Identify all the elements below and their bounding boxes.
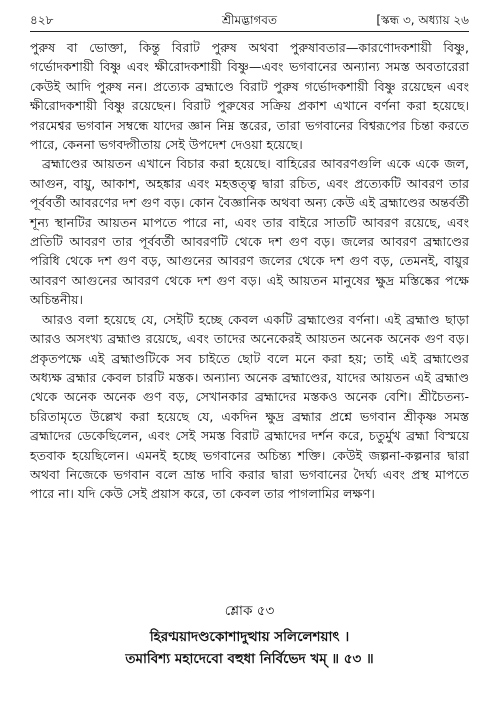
header-rule (30, 31, 469, 32)
page-header (30, 10, 469, 30)
paragraph-1: পুরুষ বা ভোক্তা, কিন্তু বিরাট পুরুষ অথবা পুরুষাবতার—কারণোদকশায়ী বিষ্ণু, গর্ভোদকশায়ী বিষ্ণু এবং ক্ষীরোদকশায়ী বিষ্ণু—এবং ভগবানের অন্যান্য সমস্ত অবতারেরা কেউই আদি পুরুষ নন। প্রত্যেক ব্রহ্মাণ্ডে বিরাট পুরুষ গর্ভোদকশায়ী বিষ্ণু রয়েছেন এবং ক্ষীরোদকশায়ী বিষ্ণু রয়েছেন। বিরাট পুরুষের সক্রিয় প্রকাশ এখানে বর্ণনা করা হয়েছে। পরমেশ্বর ভগবান সম্বন্ধে যাদের জ্ঞান নিম্ন স্তরের, তারা ভগবানের বিশ্বরূপের চিন্তা করতে পারে, কেননা ভগবদ্গীতায় সেই উপদেশ দেওয়া হয়েছে। (30, 40, 469, 153)
paragraph-2: ব্রহ্মাণ্ডের আয়তন এখানে বিচার করা হয়েছে। বাহিরের আবরণগুলি একে একে জল, আগুন, বায়ু, আকাশ, অহঙ্কার এবং মহত্তত্ত্ব দ্বারা রচিত, এবং প্রত্যেকটি আবরণ তার পূর্ববর্তী আবরণের দশ গুণ বড়। কোন বৈজ্ঞানিক অথবা অন্য কেউ এই ব্রহ্মাণ্ডের অন্তর্বর্তী শূন্য স্থানটির আয়তন মাপতে পারে না, এবং তার বাইরে সাতটি আবরণ রয়েছে, এবং প্রতিটি আবরণ তার পূর্ববর্তী আবরণটি থেকে দশ গুণ বড়। জলের আবরণ ব্রহ্মাণ্ডের পরিধি থেকে দশ গুণ বড়, আগুনের আবরণ জলের থেকে দশ গুণ বড়, তেমনই, বায়ুর আবরণ আগুনের আবরণ থেকে দশ গুণ বড়। এই আয়তন মানুষের ক্ষুদ্র মস্তিষ্কের পক্ষে অচিন্তনীয়। (30, 156, 469, 308)
verse-line-1: হিরণ্ময়াদণ্ডকোশাদুত্থায় সলিলেশয়াৎ । (149, 629, 350, 645)
verse-line-2: তমাবিশ্য মহাদেবো বহুধা নির্বিভেদ খম্ ॥ ৫৩ ॥ (125, 651, 374, 667)
verse-block (30, 600, 469, 670)
page-number: ৪২৮ (30, 13, 54, 27)
section-label: [স্কন্ধ ৩, অধ্যায় ২৬ (376, 13, 469, 27)
verse-title: শ্লোক ৫৩ (224, 603, 275, 619)
running-title: শ্রীমদ্ভাগবত (221, 13, 277, 27)
paragraph-3: আরও বলা হয়েছে যে, সেইটি হচ্ছে কেবল একটি ব্রহ্মাণ্ডের বর্ণনা। এই ব্রহ্মাণ্ড ছাড়া আরও অসংখ্য ব্রহ্মাণ্ড রয়েছে, এবং তাদের অনেকেরই আয়তন অনেক অনেক গুণ বড়। প্রকৃতপক্ষে এই ব্রহ্মাণ্ডটিকে সব চাইতে ছোট বলে মনে করা হয়; তাই এই ব্রহ্মাণ্ডের অধ্যক্ষ ব্রহ্মার কেবল চারটি মস্তক। অন্যান্য অনেক ব্রহ্মাণ্ডের, যাদের আয়তন এই ব্রহ্মাণ্ড থেকে অনেক অনেক গুণ বড়, সেখানকার ব্রহ্মাদের মস্তকও অনেক বেশি। শ্রীচৈতন্য-চরিতামৃতে উল্লেখ করা হয়েছে যে, একদিন ক্ষুদ্র ব্রহ্মার প্রশ্নে ভগবান শ্রীকৃষ্ণ সমস্ত ব্রহ্মাদের ডেকেছিলেন, এবং সেই সমস্ত বিরাট ব্রহ্মাদের দর্শন করে, চতুর্মুখ ব্রহ্মা বিস্ময়ে হতবাক হয়েছিলেন। এমনই হচ্ছে ভগবানের অচিন্ত্য শক্তি। কেউই জল্পনা-কল্পনার দ্বারা অথবা নিজেকে ভগবান বলে ভ্রান্ত দাবি করার দ্বারা ভগবানের দৈর্ঘ্য এবং প্রস্থ মাপতে পারে না। যদি কেউ সেই প্রয়াস করে, তা কেবল তার পাগলামির লক্ষণ। (30, 311, 469, 502)
purport-text (30, 38, 469, 504)
